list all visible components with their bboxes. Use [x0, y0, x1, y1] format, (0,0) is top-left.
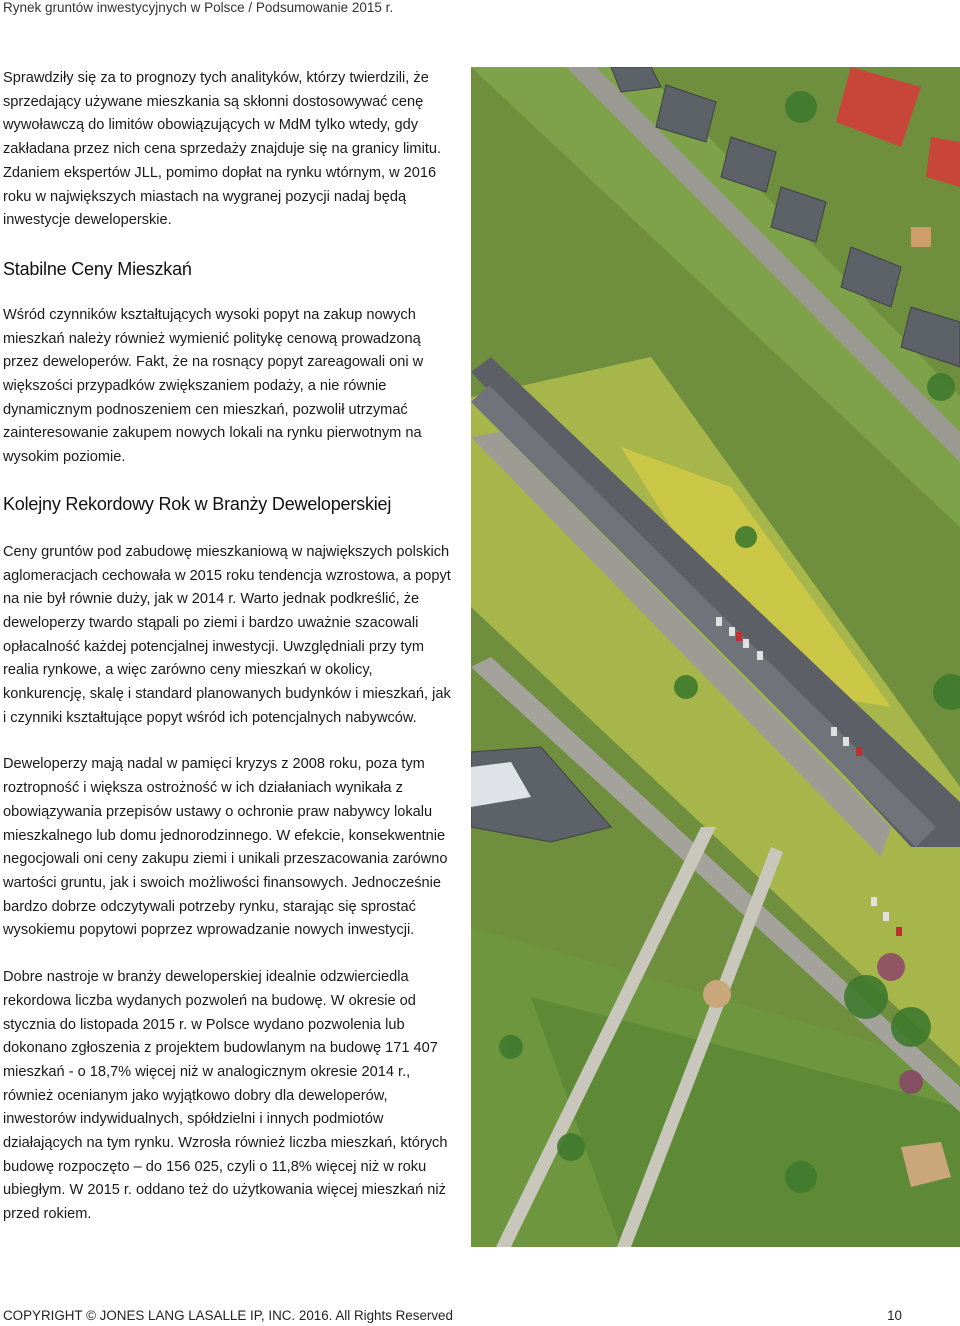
text-line: bardzo dobrze odczytywali potrzeby rynku, starając się sprostać [3, 898, 416, 915]
text-line: obowiązywania przepisów ustawy o ochronie praw nabywcy lokalu [3, 803, 433, 820]
text-line: mieszkalnego lub domu jednorodzinnego. W efekcie, konsekwentnie [3, 827, 446, 844]
text-line: wysokim poziomie. [3, 449, 126, 466]
text-line: Deweloperzy mają nadal w pamięci kryzys z 2008 roku, poza tym [3, 756, 425, 773]
running-header: Rynek gruntów inwestycyjnych w Polsce / Podsumowanie 2015 r. [3, 0, 394, 15]
heading-record-year: Kolejny Rekordowy Rok w Branży Deweloperskiej [3, 493, 392, 514]
text-line: przez deweloperów. Fakt, że na rosnący popyt zareagowali oni w [3, 354, 424, 371]
text-line: dynamicznym podnoszeniem cen mieszkań, pozwolił utrzymać [3, 401, 408, 418]
text-line: zainteresowanie zakupem nowych lokali na rynku pierwotnym na [3, 425, 422, 442]
text-line: na nie był równie duży, jak w 2014 r. Warto jednak podkreślić, że [3, 591, 420, 608]
text-line: deweloperzy twardo stąpali po ziemi i bardzo uważnie szacowali [3, 614, 419, 631]
text-line: realia rynkowe, a więc zarówno ceny mieszkań w okolicy, [3, 662, 373, 679]
paragraph-mdm [3, 67, 443, 233]
text-line: i czynniki kształtujące popyt wśród ich potencjalnych nabywców. [3, 709, 417, 726]
text-line: roku w największych miastach na wygranej pozycji nadaj będą [3, 188, 407, 205]
paragraph-building-permits [3, 966, 448, 1227]
text-line: inwestycje deweloperskie. [3, 212, 172, 229]
text-line: roztropność i większa ostrożność w ich działaniach wynikała z [3, 780, 403, 797]
heading-stable-prices: Stabilne Ceny Mieszkań [3, 258, 192, 279]
text-line: przed rokiem. [3, 1206, 92, 1223]
text-line: większości przypadków zwiększaniem podaży, a nie równie [3, 378, 387, 395]
text-line: rekordowa liczba wydanych pozwoleń na budowę. W okresie od [3, 992, 416, 1009]
text-line: Ceny gruntów pod zabudowę mieszkaniową w największych polskich [3, 543, 450, 560]
text-line: sprzedający używane mieszkania są skłonni dostosowywać cenę [3, 93, 424, 110]
text-line: konkurencję, skalę i standard planowanych budynków i mieszkań, jak [3, 686, 451, 703]
text-line: Dobre nastroje w branży deweloperskiej idealnie odzwierciedla [3, 969, 409, 986]
text-line: Zdaniem ekspertów JLL, pomimo dopłat na rynku wtórnym, w 2016 [3, 164, 437, 181]
text-line: negocjowali oni ceny zakupu ziemi i unikali przeszacowania zarówno [3, 851, 448, 868]
text-line: dokonano zgłoszenia z projektem budowlanym na budowę 171 407 [3, 1040, 438, 1057]
text-line: inwestorów indywidualnych, spółdzielni i innych podmiotów [3, 1111, 384, 1128]
page-number: 10 [887, 1308, 902, 1323]
footer-copyright: COPYRIGHT © JONES LANG LASALLE IP, INC. 2016. All Rights Reserved [3, 1308, 453, 1323]
aerial-photo [471, 67, 960, 1247]
text-line: Wśród czynników kształtujących wysoki popyt na zakup nowych [3, 306, 416, 323]
paragraph-stable-prices [3, 304, 443, 470]
text-line: aglomeracjach cechowała w 2015 roku tendencja wzrostowa, a popyt [3, 567, 451, 584]
text-line: również ocenianym jako wyjątkowo dobry dla deweloperów, [3, 1087, 388, 1104]
text-line: wartości gruntu, jak i swoich możliwości finansowych. Jednocześnie [3, 874, 441, 891]
text-line: opłacalność każdej potencjalnej inwestycji. Uwzględniali przy tym [3, 638, 424, 655]
text-line: wysokiemu popytowi poprzez wprowadzanie nowych inwestycji. [3, 922, 415, 939]
text-line: ubiegłym. W 2015 r. oddano też do użytkowania więcej mieszkań niż [3, 1182, 446, 1199]
text-line: budowę rozpoczęto – do 156 025, czyli o 11,8% więcej niż w roku [3, 1158, 427, 1175]
text-line: stycznia do listopada 2015 r. w Polsce wydano pozwolenia lub [3, 1016, 405, 1033]
text-line: Sprawdziły się za to prognozy tych analityków, którzy twierdzili, że [3, 70, 429, 86]
paragraph-land-prices [3, 541, 451, 731]
text-line: mieszkań - o 18,7% więcej niż w analogicznym okresie 2014 r., [3, 1063, 411, 1080]
text-line: wywoławczą do limitów obowiązujących w MdM tylko wtedy, gdy [3, 117, 418, 134]
paragraph-developers-memory [3, 753, 448, 943]
text-line: mieszkań należy również wymienić politykę cenową prowadzoną [3, 330, 421, 347]
text-line: działających na tym rynku. Wzrosła również liczba mieszkań, których [3, 1135, 448, 1152]
text-column [3, 67, 451, 1227]
text-line: zakładana przez nich cena sprzedaży znajduje się na granicy limitu. [3, 141, 442, 158]
